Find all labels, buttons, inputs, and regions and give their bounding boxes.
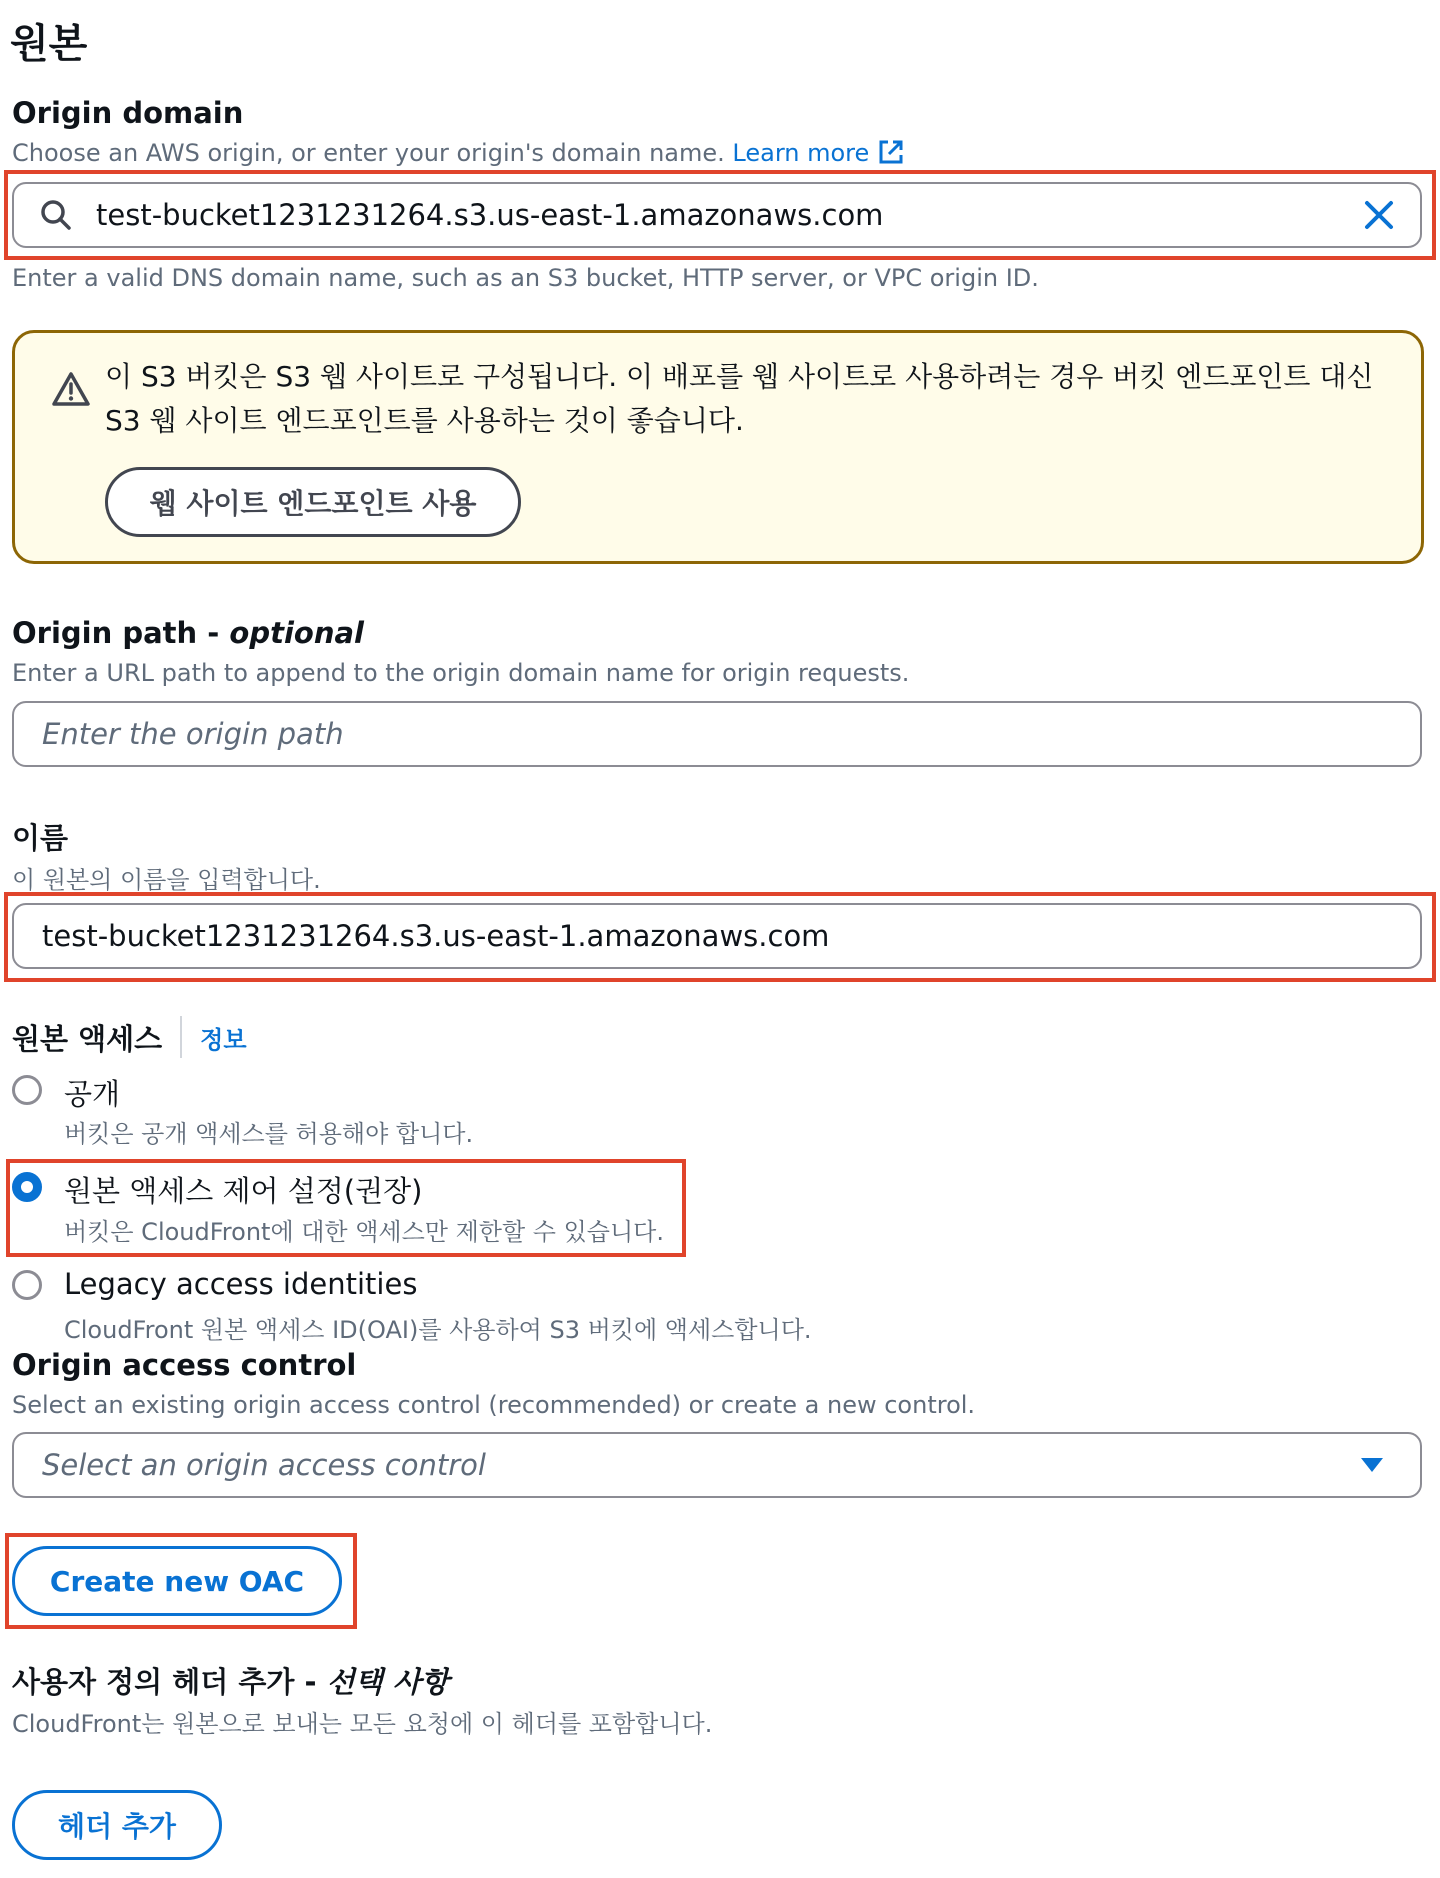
origin-path-input[interactable] (12, 701, 1422, 767)
use-website-endpoint-button[interactable] (105, 467, 521, 537)
caret-down-icon (1360, 1456, 1384, 1474)
origin-domain-label: Origin domain (12, 96, 244, 130)
radio-oac-label: 원본 액세스 제어 설정(권장) (64, 1174, 423, 1208)
oac-select-placeholder: Select an origin access control (42, 1448, 486, 1482)
name-description: 이 원본의 이름을 입력합니다. (12, 866, 321, 894)
radio-public-label: 공개 (64, 1077, 121, 1111)
name-input[interactable] (12, 903, 1422, 969)
origin-domain-value: test-bucket1231231264.s3.us-east-1.amazonaws.com (96, 198, 884, 232)
learn-more-text: Learn more (732, 139, 870, 167)
learn-more-link[interactable] (732, 139, 905, 167)
warning-icon (51, 371, 91, 407)
warning-alert (12, 330, 1424, 564)
header-divider (180, 1016, 182, 1058)
oac-select[interactable] (12, 1432, 1422, 1498)
create-new-oac-button[interactable] (12, 1546, 342, 1616)
add-header-label: 헤더 추가 (58, 1810, 176, 1843)
oac-label: Origin access control (12, 1348, 357, 1382)
custom-headers-description: CloudFront는 원본으로 보내는 모든 요청에 이 헤더를 포함합니다. (12, 1710, 713, 1738)
origin-access-label: 원본 액세스 (12, 1021, 163, 1056)
origin-domain-hint: Enter a valid DNS domain name, such as an S3 bucket, HTTP server, or VPC origin ID. (12, 264, 1039, 292)
radio-legacy[interactable] (12, 1270, 42, 1300)
radio-oac-description: 버킷은 CloudFront에 대한 액세스만 제한할 수 있습니다. (64, 1218, 664, 1246)
custom-headers-optional: 선택 사항 (326, 1665, 449, 1699)
radio-legacy-description: CloudFront 원본 액세스 ID(OAI)를 사용하여 S3 버킷에 액세스합니다. (64, 1316, 812, 1344)
external-link-icon (877, 138, 905, 166)
origin-path-description: Enter a URL path to append to the origin domain name for origin requests. (12, 659, 910, 687)
warning-text: 이 S3 버킷은 S3 웹 사이트로 구성됩니다. 이 배포를 웹 사이트로 사용하려는 경우 버킷 엔드포인트 대신 S3 웹 사이트 엔드포인트를 사용하는 것이 좋습니다. (105, 360, 1374, 437)
custom-headers-label-text: 사용자 정의 헤더 추가 (12, 1665, 295, 1699)
origin-path-label-text: Origin path (12, 616, 198, 650)
origin-path-optional: optional (229, 616, 364, 650)
custom-headers-label: 사용자 정의 헤더 추가 - 선택 사항 (12, 1665, 449, 1699)
section-title: 원본 (10, 21, 88, 67)
radio-legacy-label: Legacy access identities (64, 1267, 418, 1301)
clear-icon[interactable] (1362, 198, 1396, 232)
origin-domain-description (12, 138, 905, 167)
name-label: 이름 (12, 821, 69, 855)
radio-oac[interactable] (12, 1172, 42, 1202)
origin-domain-input[interactable] (12, 182, 1422, 248)
origin-domain-description-text: Choose an AWS origin, or enter your origin's domain name. (12, 139, 725, 167)
radio-public[interactable] (12, 1075, 42, 1105)
name-value: test-bucket1231231264.s3.us-east-1.amazonaws.com (42, 919, 830, 953)
add-header-button[interactable] (12, 1790, 222, 1860)
use-website-endpoint-label: 웹 사이트 엔드포인트 사용 (149, 487, 477, 520)
origin-access-info-link[interactable]: 정보 (200, 1025, 247, 1054)
origin-path-label: Origin path - optional (12, 616, 364, 650)
origin-path-placeholder: Enter the origin path (42, 717, 344, 751)
oac-description: Select an existing origin access control (recommended) or create a new control. (12, 1391, 976, 1419)
create-new-oac-label: Create new OAC (49, 1564, 305, 1598)
search-icon (38, 197, 74, 233)
radio-public-description: 버킷은 공개 액세스를 허용해야 합니다. (64, 1120, 474, 1148)
origin-access-header (12, 1016, 247, 1058)
